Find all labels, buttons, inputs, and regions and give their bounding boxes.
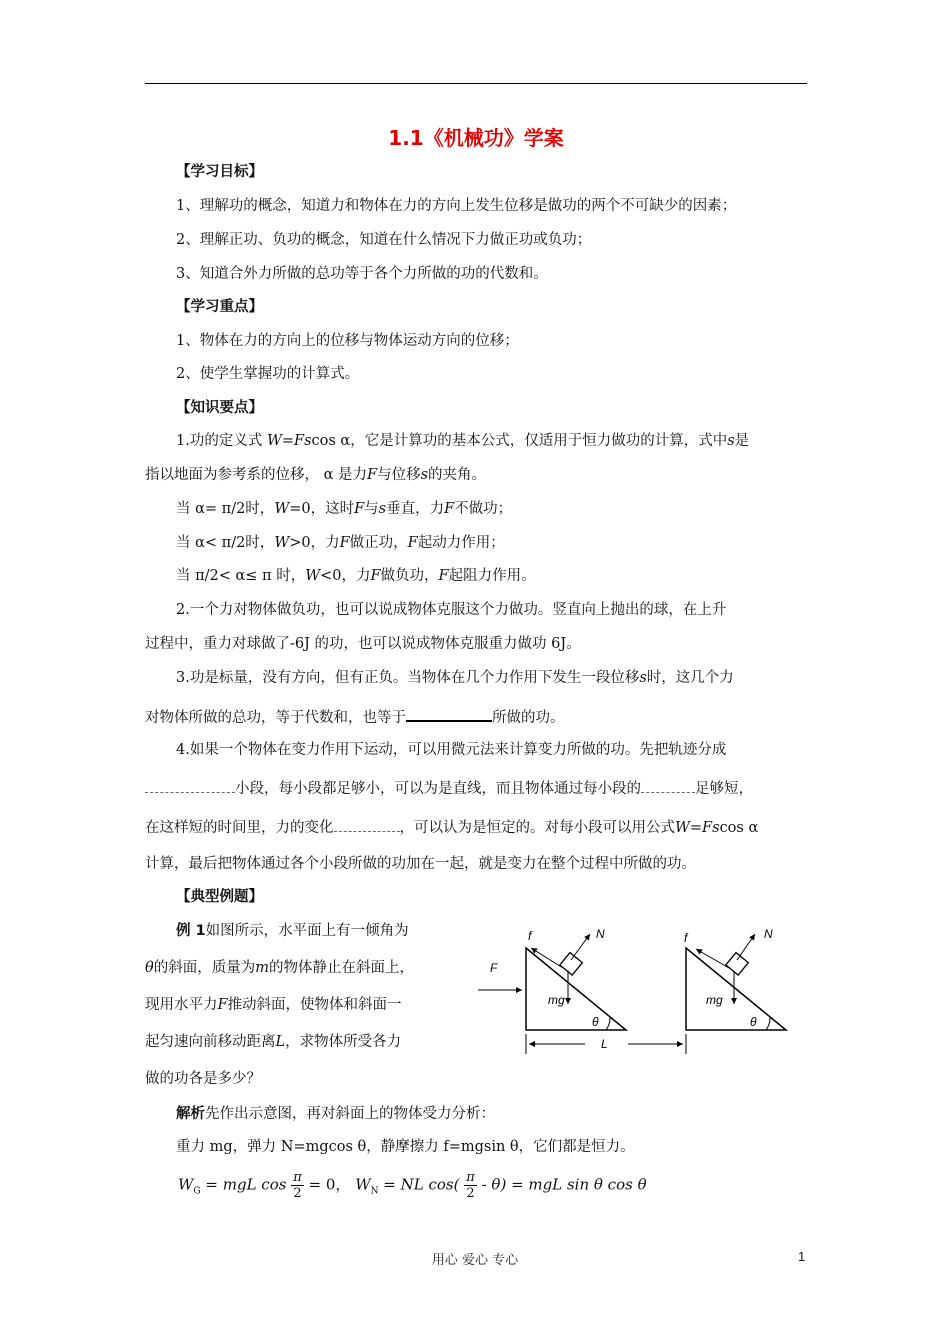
point-4b: 小段，每小段都足够小，可以为是直线，而且物体通过每小段的 足够短， xyxy=(145,778,753,799)
point-3a: 3.功是标量，没有方向，但有正负。当物体在几个力作用下发生一段位移s时，这几个力 xyxy=(176,670,734,686)
solution-line2: 重力 mg，弹力 N=mgcos θ，静摩擦力 f=mgsin θ，它们都是恒力。 xyxy=(176,1139,635,1155)
answer-blank-4[interactable] xyxy=(334,817,400,832)
label-f2: f xyxy=(684,931,688,945)
section-goals: 【学习目标】 xyxy=(176,164,263,180)
point-2a: 2.一个力对物体做负功，也可以说成物体克服这个力做功。竖直向上抛出的球，在上升 xyxy=(176,602,727,618)
example1-line4: 起匀速向前移动距离L，求物体所受各力 xyxy=(145,1034,402,1050)
case-1: 当 α= π/2时，W=0，这时F与s垂直，力F不做功； xyxy=(176,501,513,517)
incline-1 xyxy=(478,927,626,1030)
point-2b: 过程中，重力对球做了-6J 的功，也可以说成物体克服重力做功 6J。 xyxy=(145,636,581,652)
page-number: 1 xyxy=(798,1249,806,1264)
example1-line2: θ的斜面，质量为m的物体静止在斜面上， xyxy=(145,960,414,976)
work-equation: $W_G$ = mgL cos $\frac{\pi}{2}$ = 0， $W_N$ = NL cos( $\frac{\pi}{2}$ - θ) = mgL sin θ cos θ xyxy=(178,1170,647,1201)
page-title: 1.1《机械功》学案 xyxy=(388,126,564,150)
case-3: 当 π/2< α≤ π 时，W<0，力F做负功，F起阻力作用。 xyxy=(176,568,536,584)
goal-2: 2、理解正功、负功的概念，知道在什么情况下力做正功或负功； xyxy=(176,232,592,248)
point-4a: 4.如果一个物体在变力作用下运动，可以用微元法来计算变力所做的功。先把轨迹分成 xyxy=(176,742,727,758)
label-f1: f xyxy=(528,929,532,943)
example1-line1: 例 1如图所示，水平面上有一倾角为 xyxy=(176,923,409,939)
key-1: 1、物体在力的方向上的位移与物体运动方向的位移； xyxy=(176,333,519,349)
label-mg1: mg xyxy=(548,993,565,1007)
incline-2 xyxy=(684,927,786,1030)
answer-blank-3[interactable] xyxy=(641,778,695,793)
fraction-pi-over-2: $\frac{\pi}{2}$ xyxy=(293,1170,302,1201)
label-n1: N xyxy=(596,927,605,941)
section-examples: 【典型例题】 xyxy=(176,889,263,905)
distance-marker xyxy=(526,1034,686,1054)
point-1b: 指以地面为参考系的位移， α 是力F与位移s的夹角。 xyxy=(145,467,487,483)
label-mg2: mg xyxy=(706,993,723,1007)
fraction-pi-over-2b: $\frac{\pi}{2}$ xyxy=(466,1170,475,1201)
label-theta2: θ xyxy=(750,1015,757,1029)
header-rule xyxy=(145,83,807,84)
point-1a: 1.功的定义式 W=Fscos α，它是计算功的基本公式，仅适用于恒力做功的计算，式中s是 xyxy=(176,433,750,449)
footer-text: 用心 爱心 专心 xyxy=(431,1253,519,1268)
point-4d: 计算，最后把物体通过各个小段所做的功加在一起，就是变力在整个过程中所做的功。 xyxy=(145,856,696,872)
key-2: 2、使学生掌握功的计算式。 xyxy=(176,366,360,382)
example1-line3: 现用水平力F推动斜面，使物体和斜面一 xyxy=(145,997,402,1013)
goal-1: 1、理解功的概念，知道力和物体在力的方向上发生位移是做功的两个不可缺少的因素； xyxy=(176,198,737,214)
incline-figure xyxy=(470,922,800,1062)
label-distance: L xyxy=(601,1037,608,1051)
section-points: 【知识要点】 xyxy=(176,400,263,416)
section-key: 【学习重点】 xyxy=(176,299,263,315)
answer-blank-1[interactable] xyxy=(406,706,492,722)
solution-line1: 解析先作出示意图，再对斜面上的物体受力分析： xyxy=(176,1106,495,1122)
answer-blank-2[interactable] xyxy=(145,778,235,793)
label-n2: N xyxy=(764,927,773,941)
example1-line5: 做的功各是多少？ xyxy=(145,1071,261,1087)
label-force: F xyxy=(490,961,498,975)
goal-3: 3、知道合外力所做的总功等于各个力所做的功的代数和。 xyxy=(176,266,548,282)
point-4c: 在这样短的时间里，力的变化 ，可以认为是恒定的。对每小段可以用公式W=Fscos α xyxy=(145,817,758,838)
label-theta1: θ xyxy=(592,1015,599,1029)
case-2: 当 α< π/2时，W>0，力F做正功，F起动力作用； xyxy=(176,535,505,551)
point-3b: 对物体所做的总功，等于代数和，也等于 所做的功。 xyxy=(145,706,565,728)
